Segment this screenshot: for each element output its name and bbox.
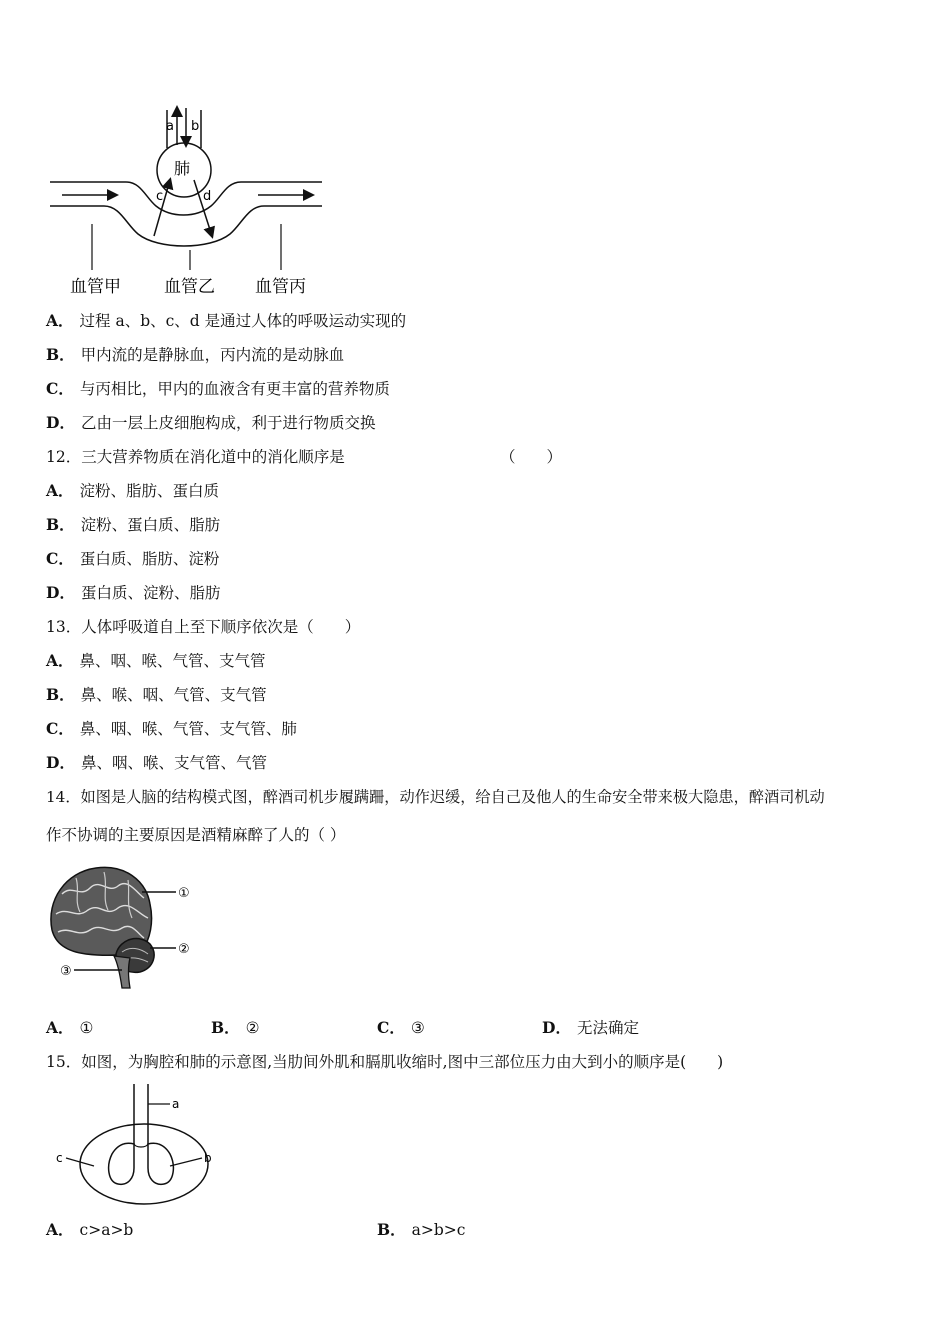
thorax-label-c: c [56, 1151, 63, 1165]
q12-stem: 12．三大营养物质在消化道中的消化顺序是 [46, 448, 345, 466]
q14-option-c: C． ③ [377, 1018, 425, 1037]
q13-option-c: C． 鼻、咽、喉、气管、支气管、肺 [46, 719, 297, 738]
brain-stem [114, 956, 130, 988]
q13-option-d: D． 鼻、咽、喉、支气管、气管 [46, 753, 267, 772]
q12-answer-bracket: （ ） [500, 448, 563, 466]
thorax-lung-diagram [52, 1082, 232, 1210]
q11-option-d: D． 乙由一层上皮细胞构成，利于进行物质交换 [46, 413, 376, 432]
label-b: b [191, 119, 200, 134]
q15-option-b: B． a>b>c [377, 1220, 466, 1239]
q14-option-d: D． 无法确定 [542, 1018, 639, 1037]
q13-stem: 13．人体呼吸道自上至下顺序依次是（ ） [46, 618, 361, 636]
left-lung [109, 1143, 134, 1184]
q15-option-a: A． c>a>b [46, 1220, 134, 1239]
thorax-label-b: b [204, 1151, 212, 1165]
q12-option-d: D． 蛋白质、淀粉、脂肪 [46, 583, 221, 602]
q11-option-c: C． 与丙相比，甲内的血液含有更丰富的营养物质 [46, 379, 390, 398]
q11-option-b: B． 甲内流的是静脉血，丙内流的是动脉血 [46, 345, 345, 364]
label-d: d [203, 189, 212, 204]
vessel-jia-label: 血管甲 [70, 277, 121, 297]
q14-option-b: B． ② [211, 1018, 260, 1037]
q12-option-a: A． 淀粉、脂肪、蛋白质 [46, 481, 220, 500]
label-c: c [156, 189, 164, 204]
vessel-yi-label: 血管乙 [164, 277, 215, 297]
q12-option-c: C． 蛋白质、脂肪、淀粉 [46, 549, 220, 568]
q12-option-b: B． 淀粉、蛋白质、脂肪 [46, 515, 221, 534]
lung-vessel-diagram [46, 100, 336, 300]
q13-option-b: B． 鼻、喉、咽、气管、支气管 [46, 685, 267, 704]
brain-label-1: ① [178, 886, 190, 901]
q14-stem-line2: 作不协调的主要原因是酒精麻醉了人的（ ） [46, 826, 346, 844]
thorax-label-a: a [172, 1097, 180, 1111]
thoracic-cavity [80, 1124, 208, 1204]
lung-label: 肺 [174, 159, 191, 178]
q14-stem-line1: 14．如图是人脑的结构模式图，醉酒司机步履蹒跚，动作迟缓，给自己及他人的生命安全带来极大隐患，醉酒司机动 [46, 788, 825, 806]
brain-label-3: ③ [60, 964, 72, 979]
label-a: a [166, 119, 174, 134]
q14-option-a: A． ① [46, 1018, 94, 1037]
vessel-bing-label: 血管丙 [255, 277, 306, 297]
q11-option-a: A． 过程 a、b、c、d 是通过人体的呼吸运动实现的 [46, 311, 407, 330]
right-lung [148, 1143, 173, 1184]
q13-option-a: A． 鼻、咽、喉、气管、支气管 [46, 651, 266, 670]
brain-label-2: ② [178, 942, 190, 957]
brain-diagram [46, 864, 206, 994]
q15-stem: 15．如图，为胸腔和肺的示意图,当肋间外肌和膈肌收缩时,图中三部位压力由大到小的顺序是( ) [46, 1053, 724, 1071]
